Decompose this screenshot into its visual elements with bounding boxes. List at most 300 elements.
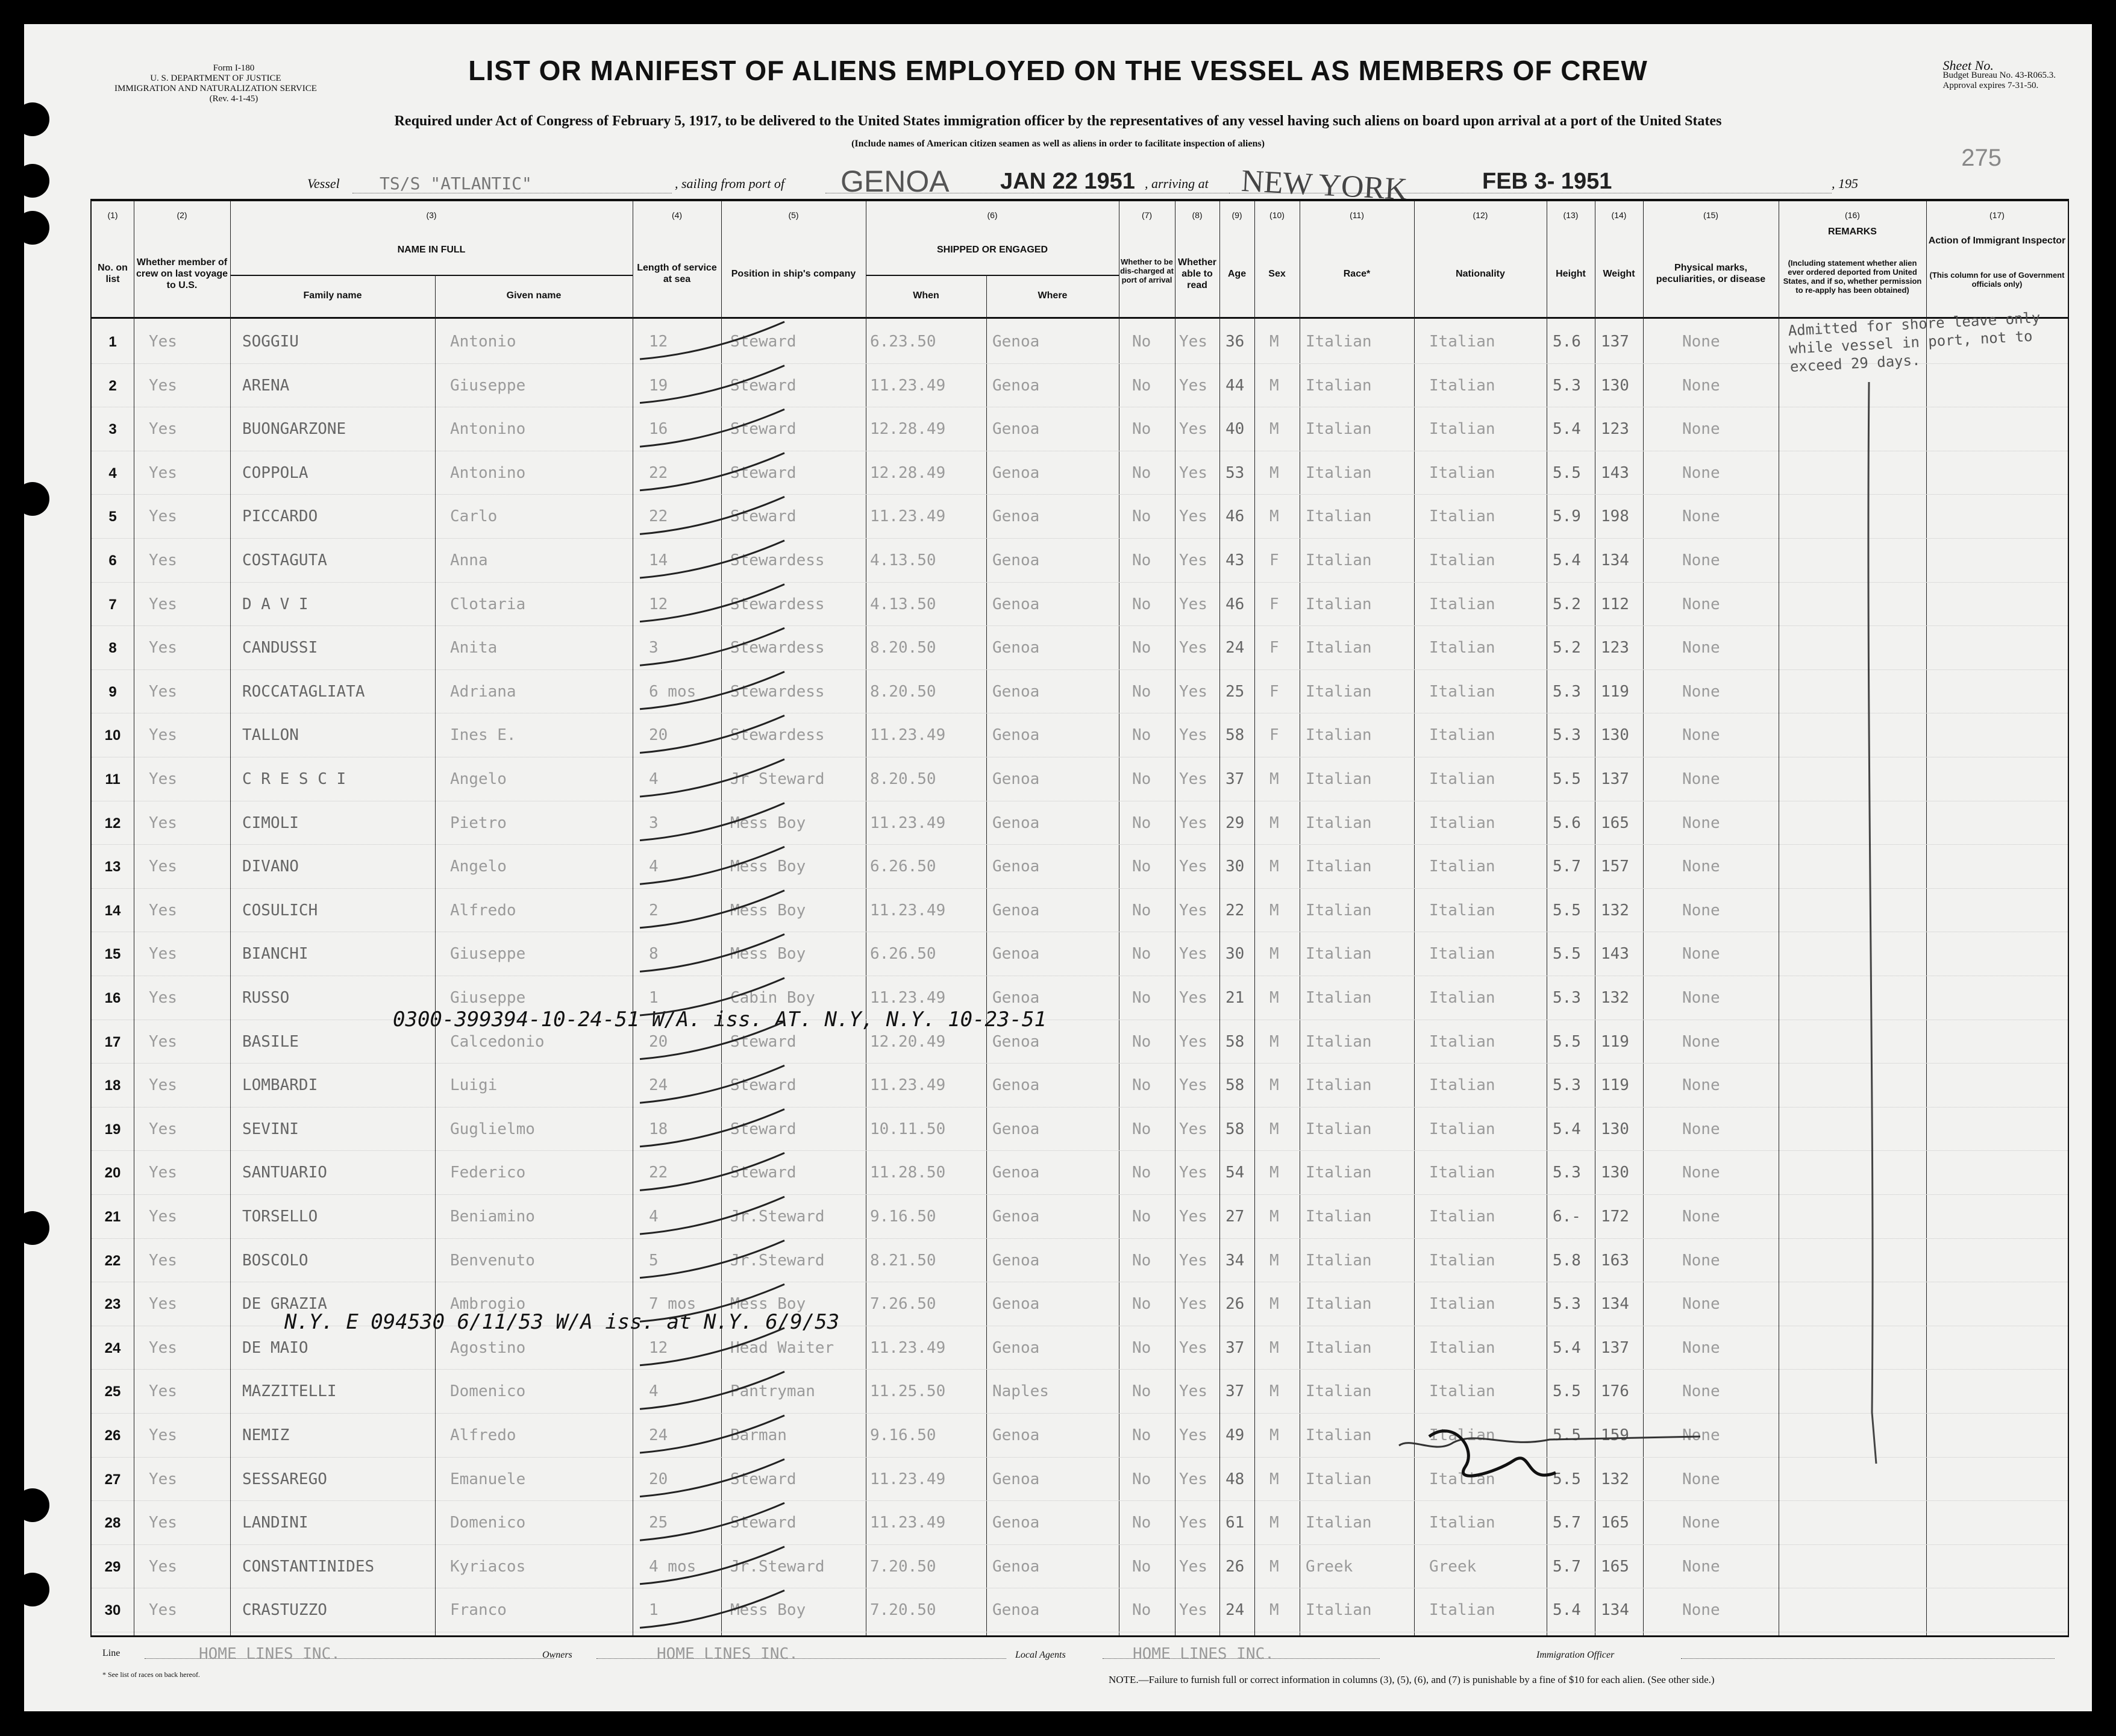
sex-cell: M: [1269, 1557, 1279, 1576]
crew-cell: Yes: [149, 1208, 177, 1226]
check-stroke: [640, 1459, 784, 1497]
weight-cell: 119: [1601, 682, 1629, 701]
age-cell: 46: [1225, 507, 1245, 526]
nationality-cell: Italian: [1429, 507, 1495, 526]
check-stroke: [640, 1153, 784, 1190]
check-stroke: [640, 541, 784, 578]
nationality-cell: Italian: [1429, 1164, 1495, 1182]
when-cell: 6.26.50: [870, 945, 936, 964]
height-cell: 5.4: [1553, 1601, 1581, 1620]
marks-cell: None: [1682, 1295, 1720, 1314]
marks-cell: None: [1682, 333, 1720, 351]
given-name-cell: Benvenuto: [450, 1251, 535, 1270]
weight-cell: 119: [1601, 1032, 1629, 1051]
family-name-cell: ROCCATAGLIATA: [242, 682, 365, 701]
race-cell: Italian: [1306, 1164, 1372, 1182]
col-num: (14): [1611, 210, 1627, 220]
marks-cell: None: [1682, 595, 1720, 613]
height-cell: 5.2: [1553, 595, 1581, 613]
age-cell: 25: [1225, 682, 1245, 701]
nationality-cell: Italian: [1429, 813, 1495, 832]
check-stroke: [640, 628, 784, 665]
col-num: (12): [1473, 210, 1488, 220]
service-cell: 22: [649, 463, 668, 482]
marks-cell: None: [1682, 1338, 1720, 1357]
row-number: 8: [108, 640, 117, 657]
height-cell: 5.5: [1553, 770, 1581, 788]
sex-cell: M: [1269, 1295, 1279, 1314]
col-header-no: No. on list: [98, 263, 128, 284]
read-cell: Yes: [1179, 1514, 1207, 1532]
weight-cell: 143: [1601, 945, 1629, 964]
where-cell: Genoa: [992, 1076, 1040, 1095]
col-header-action-sub: (This column for use of Government officials only): [1929, 271, 2065, 289]
race-cell: Italian: [1306, 1076, 1372, 1095]
service-cell: 20: [649, 726, 668, 745]
marks-cell: None: [1682, 420, 1720, 439]
service-cell: 2: [649, 901, 659, 920]
age-cell: 21: [1225, 989, 1245, 1007]
given-name-cell: Federico: [450, 1164, 526, 1182]
discharged-cell: No: [1132, 551, 1151, 569]
height-cell: 5.4: [1553, 1338, 1581, 1357]
col-num: (6): [987, 210, 998, 220]
departure-port: GENOA: [840, 165, 950, 198]
service-cell: 20: [649, 1470, 668, 1488]
where-cell: Genoa: [992, 507, 1040, 526]
crew-cell: Yes: [149, 1470, 177, 1488]
check-stroke: [640, 1197, 784, 1234]
nationality-cell: Italian: [1429, 1338, 1495, 1357]
sex-cell: M: [1269, 1470, 1279, 1488]
discharged-cell: No: [1132, 901, 1151, 920]
sex-cell: M: [1269, 1251, 1279, 1270]
row-number: 24: [104, 1340, 121, 1356]
when-cell: 11.23.49: [870, 901, 946, 920]
service-cell: 18: [649, 1120, 668, 1138]
race-cell: Italian: [1306, 901, 1372, 920]
family-name-cell: SEVINI: [242, 1120, 299, 1138]
discharged-cell: No: [1132, 507, 1151, 526]
read-cell: Yes: [1179, 1120, 1207, 1138]
row-number: 22: [104, 1252, 121, 1269]
col-header-read: Whether able to read: [1178, 257, 1216, 290]
row-number: 23: [104, 1296, 121, 1313]
nationality-cell: Italian: [1429, 1470, 1495, 1488]
nationality-cell: Italian: [1429, 551, 1495, 569]
position-cell: Mess Boy: [730, 901, 806, 920]
height-cell: 5.5: [1553, 945, 1581, 964]
where-cell: Genoa: [992, 1557, 1040, 1576]
check-stroke: [640, 409, 784, 447]
col-header-position: Position in ship's company: [731, 268, 856, 279]
where-cell: Genoa: [992, 420, 1040, 439]
given-name-cell: Giuseppe: [450, 945, 526, 964]
weight-cell: 134: [1601, 1601, 1629, 1620]
service-cell: 24: [649, 1076, 668, 1095]
punch-hole: [24, 1573, 49, 1606]
discharged-cell: No: [1132, 857, 1151, 876]
when-cell: 12.28.49: [870, 420, 946, 439]
age-cell: 26: [1225, 1557, 1245, 1576]
col-header-action: Action of Immigrant Inspector: [1928, 235, 2066, 246]
position-cell: Mess Boy: [730, 1601, 806, 1620]
where-cell: Genoa: [992, 463, 1040, 482]
when-cell: 8.21.50: [870, 1251, 936, 1270]
given-name-cell: Anita: [450, 639, 498, 657]
marks-cell: None: [1682, 1557, 1720, 1576]
position-cell: Mess Boy: [730, 1295, 806, 1314]
position-cell: Cabin Boy: [730, 989, 815, 1007]
arrival-port: NEW YORK: [1240, 163, 1409, 207]
where-cell: Genoa: [992, 989, 1040, 1007]
col-num: (1): [107, 210, 118, 220]
age-cell: 24: [1225, 1601, 1245, 1620]
punch-hole: [24, 482, 49, 516]
nationality-cell: Italian: [1429, 1426, 1495, 1444]
sex-cell: M: [1269, 770, 1279, 788]
marks-cell: None: [1682, 901, 1720, 920]
marks-cell: None: [1682, 1601, 1720, 1620]
age-cell: 29: [1225, 813, 1245, 832]
race-cell: Italian: [1306, 1251, 1372, 1270]
height-cell: 5.3: [1553, 1295, 1581, 1314]
age-cell: 37: [1225, 770, 1245, 788]
service-name: IMMIGRATION AND NATURALIZATION SERVICE: [114, 84, 317, 93]
vessel-label: Vessel: [307, 176, 340, 191]
crew-cell: Yes: [149, 857, 177, 876]
age-cell: 58: [1225, 1032, 1245, 1051]
row-number: 2: [108, 377, 117, 394]
sex-cell: M: [1269, 1426, 1279, 1444]
row-number: 11: [105, 771, 121, 788]
nationality-cell: Italian: [1429, 1120, 1495, 1138]
position-cell: Pantryman: [730, 1382, 815, 1401]
check-stroke: [640, 1328, 784, 1365]
family-name-cell: BIANCHI: [242, 945, 308, 964]
service-cell: 5: [649, 1251, 659, 1270]
given-name-cell: Luigi: [450, 1076, 498, 1095]
age-cell: 37: [1225, 1338, 1245, 1357]
where-cell: Genoa: [992, 1514, 1040, 1532]
col-num: (5): [788, 210, 799, 220]
nationality-cell: Italian: [1429, 1251, 1495, 1270]
fine-note: NOTE.—Failure to furnish full or correct information in columns (3), (5), (6), and (7) is punishable by a fine of $10 for each alien. (See other side.): [1109, 1674, 1715, 1685]
marks-cell: None: [1682, 945, 1720, 964]
discharged-cell: No: [1132, 1295, 1151, 1314]
where-cell: Genoa: [992, 333, 1040, 351]
check-stroke: [640, 803, 784, 841]
sex-cell: M: [1269, 1514, 1279, 1532]
family-name-cell: DE GRAZIA: [242, 1295, 327, 1314]
nationality-cell: Italian: [1429, 857, 1495, 876]
arrival-date: FEB 3- 1951: [1482, 169, 1612, 194]
col-header-when: When: [913, 290, 939, 301]
arriving-label: , arriving at: [1145, 176, 1209, 191]
marks-cell: None: [1682, 1426, 1720, 1444]
weight-cell: 130: [1601, 1120, 1629, 1138]
crew-cell: Yes: [149, 420, 177, 439]
family-name-cell: CRASTUZZO: [242, 1601, 327, 1620]
sex-cell: M: [1269, 1032, 1279, 1051]
nationality-cell: Italian: [1429, 1032, 1495, 1051]
nationality-cell: Italian: [1429, 376, 1495, 395]
row-number: 28: [104, 1515, 121, 1532]
crew-cell: Yes: [149, 1514, 177, 1532]
marks-cell: None: [1682, 1120, 1720, 1138]
discharged-cell: No: [1132, 595, 1151, 613]
when-cell: 8.20.50: [870, 639, 936, 657]
service-cell: 6 mos: [649, 682, 696, 701]
where-cell: Genoa: [992, 551, 1040, 569]
col-header-race: Race*: [1343, 268, 1371, 279]
department: U. S. DEPARTMENT OF JUSTICE: [150, 74, 281, 83]
given-name-cell: Angelo: [450, 857, 507, 876]
read-cell: Yes: [1179, 682, 1207, 701]
height-cell: 5.5: [1553, 1382, 1581, 1401]
position-cell: Mess Boy: [730, 813, 806, 832]
family-name-cell: CIMOLI: [242, 813, 299, 832]
race-cell: Italian: [1306, 1295, 1372, 1314]
include-note: (Include names of American citizen seamen as well as aliens in order to facilitate inspection of aliens): [851, 139, 1265, 149]
marks-cell: None: [1682, 1164, 1720, 1182]
nationality-cell: Italian: [1429, 1514, 1495, 1532]
where-cell: Genoa: [992, 682, 1040, 701]
family-name-cell: C R E S C I: [242, 770, 346, 788]
read-cell: Yes: [1179, 1338, 1207, 1357]
col-header-remarks-sub: (Including statement whether alien ever ordered deported from United States, and if so, whether permission to re-apply has been obtained): [1783, 259, 1922, 295]
row-number: 12: [104, 815, 121, 832]
read-cell: Yes: [1179, 1208, 1207, 1226]
age-cell: 53: [1225, 463, 1245, 482]
crew-cell: Yes: [149, 1295, 177, 1314]
row-number: 30: [104, 1602, 121, 1619]
row-number: 19: [104, 1121, 121, 1138]
col-num: (8): [1192, 210, 1203, 220]
read-cell: Yes: [1179, 1470, 1207, 1488]
when-cell: 4.13.50: [870, 551, 936, 569]
age-cell: 58: [1225, 1076, 1245, 1095]
weight-cell: 165: [1601, 1557, 1629, 1576]
when-cell: 11.23.49: [870, 1470, 946, 1488]
position-cell: Stewardess: [730, 551, 825, 569]
sheet-label: Sheet No.: [1942, 58, 1994, 73]
crew-cell: Yes: [149, 1382, 177, 1401]
read-cell: Yes: [1179, 376, 1207, 395]
when-cell: 11.25.50: [870, 1382, 946, 1401]
check-stroke: [640, 584, 784, 622]
position-cell: Steward: [730, 1032, 797, 1051]
race-cell: Italian: [1306, 1382, 1372, 1401]
check-stroke: [640, 366, 784, 403]
marks-cell: None: [1682, 682, 1720, 701]
height-cell: 5.3: [1553, 1164, 1581, 1182]
height-cell: 5.4: [1553, 420, 1581, 439]
when-cell: 7.26.50: [870, 1295, 936, 1314]
col-num: (13): [1563, 210, 1579, 220]
read-cell: Yes: [1179, 507, 1207, 526]
punch-hole: [24, 211, 49, 245]
height-cell: 5.3: [1553, 989, 1581, 1007]
service-cell: 12: [649, 1338, 668, 1357]
race-cell: Italian: [1306, 463, 1372, 482]
marks-cell: None: [1682, 1251, 1720, 1270]
agents-value: HOME LINES INC.: [1133, 1645, 1274, 1663]
service-cell: 12: [649, 333, 668, 351]
check-stroke: [640, 1590, 784, 1628]
row-number: 26: [104, 1427, 121, 1444]
age-cell: 36: [1225, 333, 1245, 351]
col-header-shipped: SHIPPED OR ENGAGED: [936, 244, 1048, 255]
when-cell: 6.23.50: [870, 333, 936, 351]
check-stroke: [640, 1547, 784, 1584]
nationality-cell: Italian: [1429, 1601, 1495, 1620]
marks-cell: None: [1682, 1032, 1720, 1051]
service-cell: 4: [649, 770, 659, 788]
position-cell: Mess Boy: [730, 857, 806, 876]
height-cell: 5.3: [1553, 682, 1581, 701]
check-stroke: [640, 1241, 784, 1278]
family-name-cell: SESSAREGO: [242, 1470, 327, 1488]
family-name-cell: LANDINI: [242, 1514, 308, 1532]
race-cell: Italian: [1306, 1032, 1372, 1051]
marks-cell: None: [1682, 989, 1720, 1007]
sex-cell: M: [1269, 507, 1279, 526]
sheet-block: [1943, 60, 2056, 91]
race-cell: Italian: [1306, 1426, 1372, 1444]
when-cell: 11.23.49: [870, 1076, 946, 1095]
sex-cell: M: [1269, 1382, 1279, 1401]
when-cell: 11.23.49: [870, 989, 946, 1007]
age-cell: 37: [1225, 1382, 1245, 1401]
discharged-cell: No: [1132, 1338, 1151, 1357]
crew-table: [90, 199, 2069, 1637]
sex-cell: F: [1269, 682, 1279, 701]
row-number: 7: [108, 596, 117, 613]
sex-cell: M: [1269, 989, 1279, 1007]
read-cell: Yes: [1179, 1032, 1207, 1051]
given-name-cell: Adriana: [450, 682, 516, 701]
where-cell: Genoa: [992, 1338, 1040, 1357]
row-number: 5: [108, 509, 117, 525]
age-cell: 61: [1225, 1514, 1245, 1532]
discharged-cell: No: [1132, 1120, 1151, 1138]
family-name-cell: DIVANO: [242, 857, 299, 876]
height-cell: 5.4: [1553, 1120, 1581, 1138]
when-cell: 11.28.50: [870, 1164, 946, 1182]
crew-cell: Yes: [149, 1557, 177, 1576]
shore-leave-remark: Admitted for shore leave only while vessel in port, not to exceed 29 days.: [1788, 309, 2041, 375]
weight-cell: 198: [1601, 507, 1629, 526]
sex-cell: M: [1269, 1338, 1279, 1357]
when-cell: 12.20.49: [870, 1032, 946, 1051]
read-cell: Yes: [1179, 639, 1207, 657]
marks-cell: None: [1682, 1076, 1720, 1095]
col-header-name: NAME IN FULL: [397, 244, 466, 255]
given-name-cell: Domenico: [450, 1514, 526, 1532]
weight-cell: 137: [1601, 1338, 1629, 1357]
year-suffix: , 195: [1832, 176, 1858, 191]
check-marks: [92, 201, 2068, 1635]
race-cell: Italian: [1306, 333, 1372, 351]
given-name-cell: Angelo: [450, 770, 507, 788]
weight-cell: 137: [1601, 333, 1629, 351]
height-cell: 5.5: [1553, 901, 1581, 920]
family-name-cell: NEMIZ: [242, 1426, 290, 1444]
position-cell: Jr.Steward: [730, 1557, 825, 1576]
read-cell: Yes: [1179, 1076, 1207, 1095]
race-cell: Italian: [1306, 551, 1372, 569]
where-cell: Genoa: [992, 595, 1040, 613]
discharged-cell: No: [1132, 463, 1151, 482]
race-cell: Italian: [1306, 857, 1372, 876]
family-name-cell: LOMBARDI: [242, 1076, 318, 1095]
race-cell: Italian: [1306, 639, 1372, 657]
weight-cell: 130: [1601, 1164, 1629, 1182]
discharged-cell: No: [1132, 726, 1151, 745]
read-cell: Yes: [1179, 945, 1207, 964]
col-num: (2): [177, 210, 187, 220]
height-cell: 5.6: [1553, 333, 1581, 351]
row-number: 6: [108, 553, 117, 569]
given-name-cell: Ambrogio: [450, 1295, 526, 1314]
family-name-cell: SOGGIU: [242, 333, 299, 351]
weight-cell: 143: [1601, 463, 1629, 482]
crew-cell: Yes: [149, 1076, 177, 1095]
age-cell: 48: [1225, 1470, 1245, 1488]
crew-cell: Yes: [149, 1601, 177, 1620]
col-num: (9): [1232, 210, 1242, 220]
check-stroke: [640, 1109, 784, 1147]
check-stroke: [640, 453, 784, 490]
when-cell: 7.20.50: [870, 1601, 936, 1620]
discharged-cell: No: [1132, 770, 1151, 788]
position-cell: Stewardess: [730, 726, 825, 745]
height-cell: 5.2: [1553, 639, 1581, 657]
owners-label: Owners: [542, 1650, 572, 1660]
sex-cell: M: [1269, 1164, 1279, 1182]
col-header-age: Age: [1227, 268, 1247, 279]
discharged-cell: No: [1132, 1514, 1151, 1532]
nationality-cell: Italian: [1429, 420, 1495, 439]
race-cell: Italian: [1306, 770, 1372, 788]
crew-cell: Yes: [149, 813, 177, 832]
marks-cell: None: [1682, 463, 1720, 482]
row-number: 14: [104, 902, 121, 919]
service-cell: 19: [649, 376, 668, 395]
position-cell: Steward: [730, 1470, 797, 1488]
age-cell: 44: [1225, 376, 1245, 395]
sex-cell: M: [1269, 945, 1279, 964]
punch-hole: [24, 1211, 49, 1245]
read-cell: Yes: [1179, 595, 1207, 613]
discharged-cell: No: [1132, 639, 1151, 657]
read-cell: Yes: [1179, 1382, 1207, 1401]
officer-label: Immigration Officer: [1536, 1650, 1615, 1660]
service-cell: 3: [649, 813, 659, 832]
nationality-cell: Italian: [1429, 595, 1495, 613]
service-cell: 4: [649, 857, 659, 876]
where-cell: Genoa: [992, 1601, 1040, 1620]
col-num: (17): [1989, 210, 2005, 220]
when-cell: 11.23.49: [870, 507, 946, 526]
when-cell: 11.23.49: [870, 1514, 946, 1532]
nationality-cell: Italian: [1429, 1382, 1495, 1401]
sex-cell: F: [1269, 726, 1279, 745]
where-cell: Genoa: [992, 1032, 1040, 1051]
weight-cell: 132: [1601, 1470, 1629, 1488]
weight-cell: 119: [1601, 1076, 1629, 1095]
